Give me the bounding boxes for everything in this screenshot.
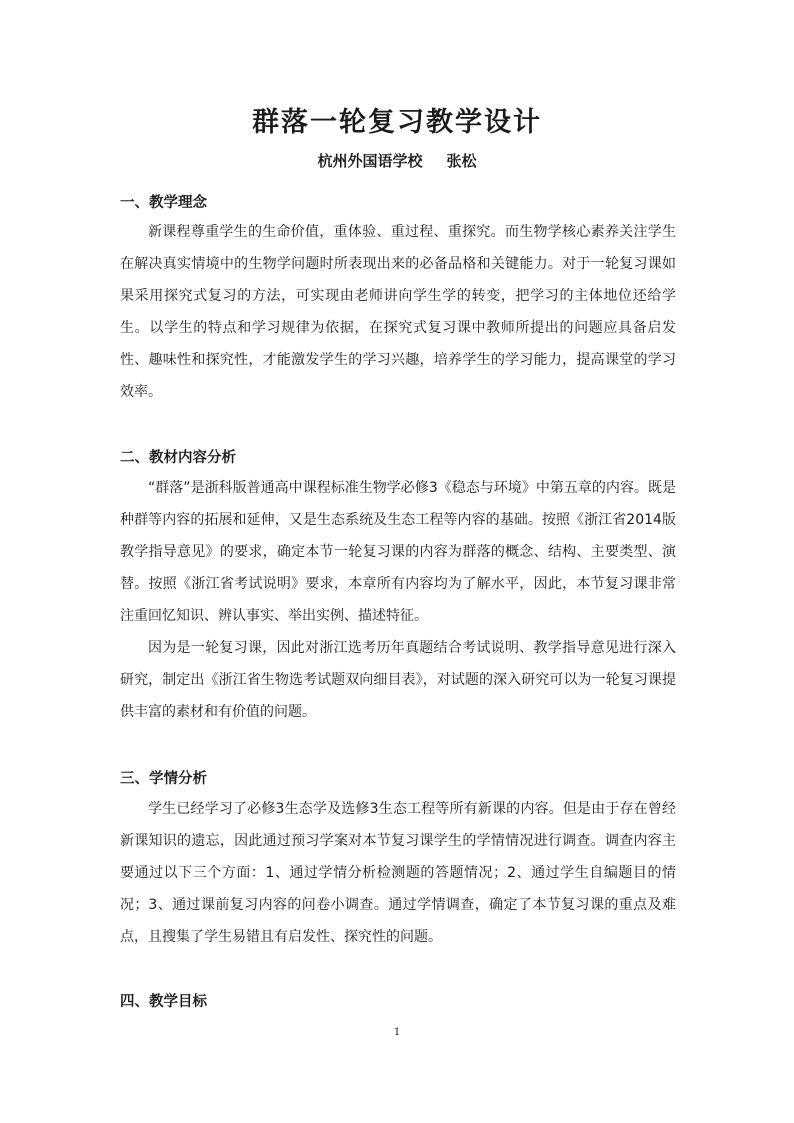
- section-heading-objectives: 四、教学目标: [120, 994, 207, 1010]
- author-line: [0, 150, 794, 171]
- paragraph: 因为是一轮复习课，因此对浙江选考历年真题结合考试说明、教学指导意见进行深入研究，制定出《浙江省生物选考试题双向细目表》，对试题的深入研究可以为一轮复习课提供丰富的素材和有价值的问题。: [120, 640, 676, 720]
- paragraph: 学生已经学习了必修3生态学及选修3生态工程等所有新课的内容。但是由于存在曾经新课知识的遗忘，因此通过预习学案对本节复习课学生的学情情况进行调查。调查内容主要通过以下三个方面：1、通过学情分析检测题的答题情况；2、通过学生自编题目的情况；3、通过课前复习内容的问卷小调查。通过学情调查，确定了本节复习课的重点及难点，且搜集了学生易错且有启发性、探究性的问题。: [120, 801, 676, 945]
- section-heading-content-analysis: 二、教材内容分析: [120, 450, 236, 466]
- author-school: 杭州外国语学校: [317, 152, 423, 170]
- section-heading-philosophy: 一、教学理念: [120, 195, 207, 211]
- paragraph: “群落”是浙科版普通高中课程标准生物学必修3《稳态与环境》中第五章的内容。既是种群等内容的拓展和延伸，又是生态系统及生态工程等内容的基础。按照《浙江省2014版教学指导意见》的要求，确定本节一轮复习课的内容为群落的概念、结构、主要类型、演替。按照《浙江省考试说明》要求，本章所有内容均为了解水平，因此，本节复习课非常注重回忆知识、辨认事实、举出实例、描述特征。: [120, 480, 676, 624]
- paragraph: 新课程尊重学生的生命价值，重体验、重过程、重探究。而生物学核心素养关注学生在解决真实情境中的生物学问题时所表现出来的必备品格和关键能力。对于一轮复习课如果采用探究式复习的方法，可实现由老师讲向学生学的转变，把学习的主体地位还给学生。以学生的特点和学习规律为依据，在探究式复习课中教师所提出的问题应具备启发性、趣味性和探究性，才能激发学生的学习兴趣，培养学生的学习能力，提高课堂的学习效率。: [120, 224, 676, 400]
- page-number: 1: [393, 1027, 401, 1038]
- section-heading-learner-analysis: 三、学情分析: [120, 771, 207, 787]
- author-name: 张松: [446, 152, 477, 170]
- document-title: 群落一轮复习教学设计: [252, 107, 542, 138]
